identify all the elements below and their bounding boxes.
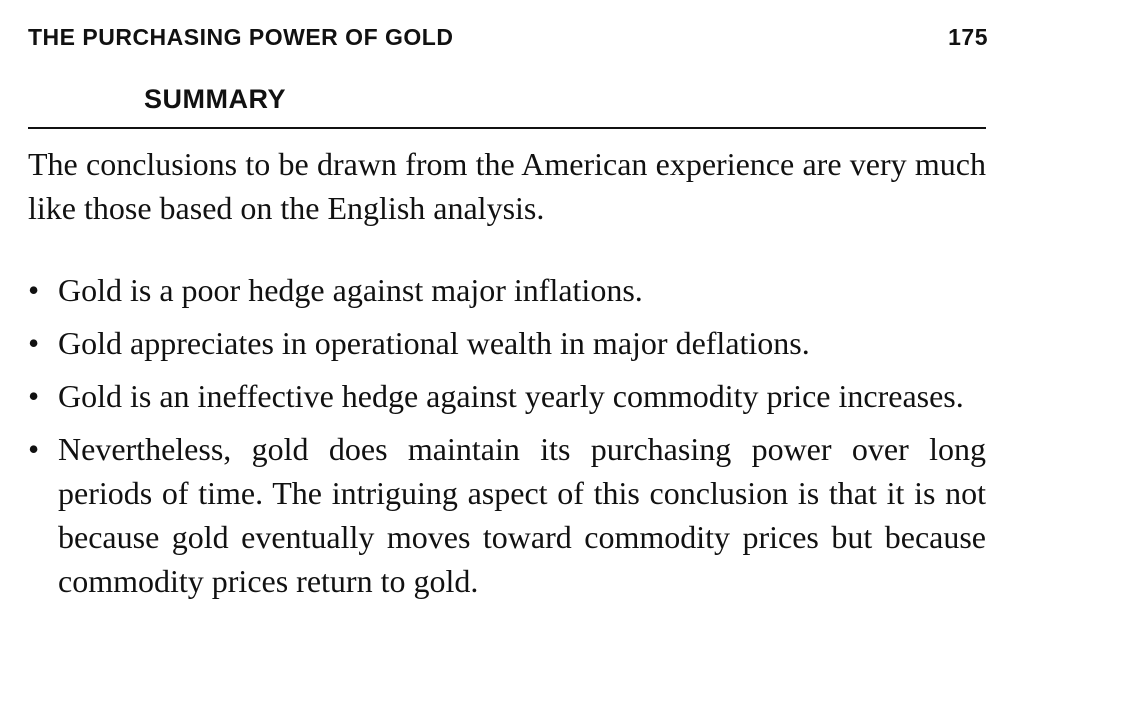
list-item bbox=[28, 374, 986, 418]
running-header bbox=[28, 24, 988, 58]
list-item bbox=[28, 268, 986, 312]
bullet-text: Gold is a poor hedge against major inflations. bbox=[58, 272, 643, 308]
page-number: 175 bbox=[948, 24, 988, 50]
intro-paragraph: The conclusions to be drawn from the American experience are very much like those based on the English analysis. bbox=[28, 146, 986, 226]
bullet-icon: • bbox=[28, 272, 40, 308]
bullet-text: Gold appreciates in operational wealth in major deflations. bbox=[58, 325, 810, 361]
running-title: THE PURCHASING POWER OF GOLD bbox=[28, 24, 454, 50]
book-page bbox=[28, 24, 988, 612]
bullet-text: Nevertheless, gold does maintain its purchasing power over long periods of time. The intriguing aspect of this conclusion is that it is not because gold eventually moves toward commodity prices but because commodity prices return to gold. bbox=[58, 431, 986, 599]
section-title: SUMMARY bbox=[144, 84, 286, 114]
summary-bullet-list bbox=[28, 268, 988, 603]
bullet-icon: • bbox=[28, 325, 40, 361]
bullet-icon: • bbox=[28, 378, 40, 414]
list-item bbox=[28, 321, 986, 365]
bullet-text: Gold is an ineffective hedge against yearly commodity price increases. bbox=[58, 378, 964, 414]
bullet-icon: • bbox=[28, 431, 40, 467]
section-rule bbox=[28, 127, 986, 129]
list-item bbox=[28, 427, 986, 603]
